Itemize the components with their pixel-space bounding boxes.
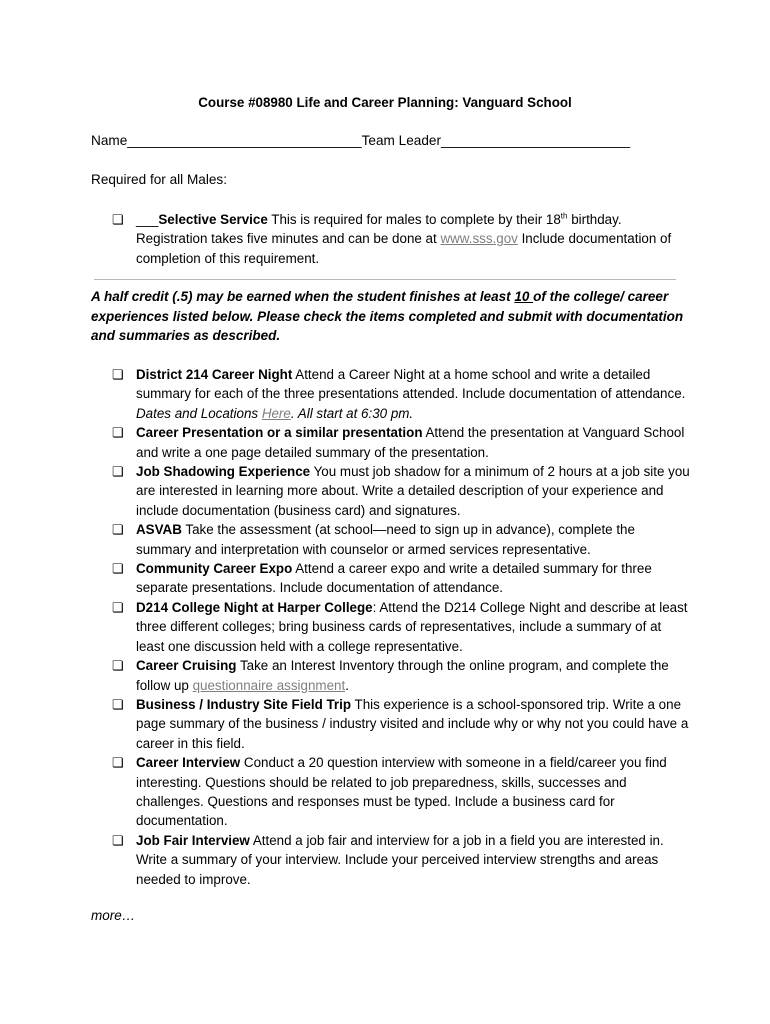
checkbox-icon[interactable]: ❏ <box>112 522 124 538</box>
item-text: You must job shadow for a minimum of 2 hours at a job site you are interested in learning more about. Write a detailed description of your experience and include documentation (business card) and signatures. <box>136 464 690 518</box>
item-italic-tail: . All start at 6:30 pm. <box>290 405 414 421</box>
item-text: : Attend the D214 College Night and describe at least three different colleges; bring business cards of representatives, include a summary of at least one discussion held with a college representative. <box>136 599 688 654</box>
checkbox-icon[interactable]: ❏ <box>112 561 124 577</box>
required-label: Required for all Males: <box>91 172 227 187</box>
item-text: Attend a Career Night at a home school and write a detailed summary for each of the three presentations attended. Include documentation of attendance. <box>136 367 686 402</box>
list-item <box>91 753 691 831</box>
page-title: Course #08980 Life and Career Planning: Vanguard School <box>198 95 572 110</box>
item-title: District 214 Career Night <box>136 367 293 382</box>
ordinal-suffix: th <box>560 211 568 221</box>
item-text: This experience is a school-sponsored trip. Write a one page summary of the business / industry visited and include why or why not you could have a career in this field. <box>136 696 689 751</box>
item-title: Business / Industry Site Field Trip <box>136 696 352 712</box>
checkbox-icon[interactable]: ❏ <box>112 696 124 712</box>
checkbox-icon[interactable]: ❏ <box>112 212 124 227</box>
checkbox-icon[interactable]: ❏ <box>112 425 124 441</box>
list-item <box>91 423 691 462</box>
name-line <box>91 133 630 148</box>
selective-service-blank: ___ <box>136 212 159 227</box>
checkbox-icon[interactable]: ❏ <box>112 832 124 848</box>
divider <box>94 279 676 280</box>
list-item <box>91 520 691 559</box>
team-leader-blank[interactable]: _________________________ <box>441 133 631 148</box>
half-credit-text-b: of the college/ career experiences listed below. Please check the items completed and submit with documentation and summaries as described. <box>91 289 684 344</box>
item-text: Take an Interest Inventory through the online program, and complete the follow up <box>136 658 669 693</box>
selective-service-text-c: Include documentation of completion of this requirement. <box>136 231 672 266</box>
item-title: Career Interview <box>136 755 241 771</box>
experience-list <box>91 365 691 889</box>
selective-service-title: Selective Service <box>158 212 268 227</box>
item-text: Attend the presentation at Vanguard School and write a one page detailed summary of the presentation. <box>136 425 685 460</box>
list-item <box>91 656 691 695</box>
list-item <box>91 462 691 520</box>
list-item <box>91 559 691 598</box>
more-text: more… <box>91 908 136 923</box>
name-label: Name <box>91 133 128 148</box>
half-credit-count: 10 <box>514 289 534 304</box>
checkbox-icon[interactable]: ❏ <box>112 658 124 674</box>
item-title: Community Career Expo <box>136 561 293 577</box>
selective-service-text-a: This is required for males to complete by their 18 <box>267 212 561 227</box>
item-title: ASVAB <box>136 522 182 538</box>
here-link[interactable]: Here <box>261 405 291 421</box>
list-item <box>91 831 691 889</box>
selective-service-item <box>91 210 691 268</box>
item-title: D214 College Night at Harper College <box>136 599 373 615</box>
selective-service-text-b: birthday. Registration takes five minutes and can be done at <box>136 212 622 247</box>
checkbox-icon[interactable]: ❏ <box>112 464 124 480</box>
name-blank[interactable]: _______________________________ <box>127 133 362 148</box>
team-leader-label: Team Leader <box>361 133 441 148</box>
item-title: Job Shadowing Experience <box>136 464 311 480</box>
item-text: Take the assessment (at school—need to sign up in advance), complete the summary and interpretation with counselor or armed services representative. <box>136 522 635 557</box>
item-text: Conduct a 20 question interview with someone in a field/career you find interesting. Questions should be related to job preparedness, skills, successes and challenges. Questions and responses must be typed. Include a business card for documentation. <box>136 755 667 829</box>
item-italic: Dates and Locations <box>136 405 262 421</box>
half-credit-statement <box>91 287 691 346</box>
item-tail: . <box>345 677 349 693</box>
checkbox-icon[interactable]: ❏ <box>112 599 124 615</box>
sss-link[interactable]: www.sss.gov <box>440 231 518 247</box>
checkbox-icon[interactable]: ❏ <box>112 367 124 382</box>
half-credit-text-a: A half credit (.5) may be earned when the student finishes at least <box>91 289 515 304</box>
item-text: Attend a career expo and write a detailed summary for three separate presentations. Include documentation of attendance. <box>136 561 652 596</box>
item-title: Career Presentation or a similar presentation <box>136 425 423 441</box>
item-title: Job Fair Interview <box>136 832 250 848</box>
item-text: Attend a job fair and interview for a job in a field you are interested in. Write a summary of your interview. Include your perceived interview strengths and areas needed to improve. <box>136 832 664 887</box>
list-item <box>91 365 691 423</box>
list-item <box>91 695 691 753</box>
checkbox-icon[interactable]: ❏ <box>112 755 124 771</box>
questionnaire-link[interactable]: questionnaire assignment <box>192 677 346 693</box>
item-title: Career Cruising <box>136 658 237 674</box>
list-item <box>91 598 691 656</box>
